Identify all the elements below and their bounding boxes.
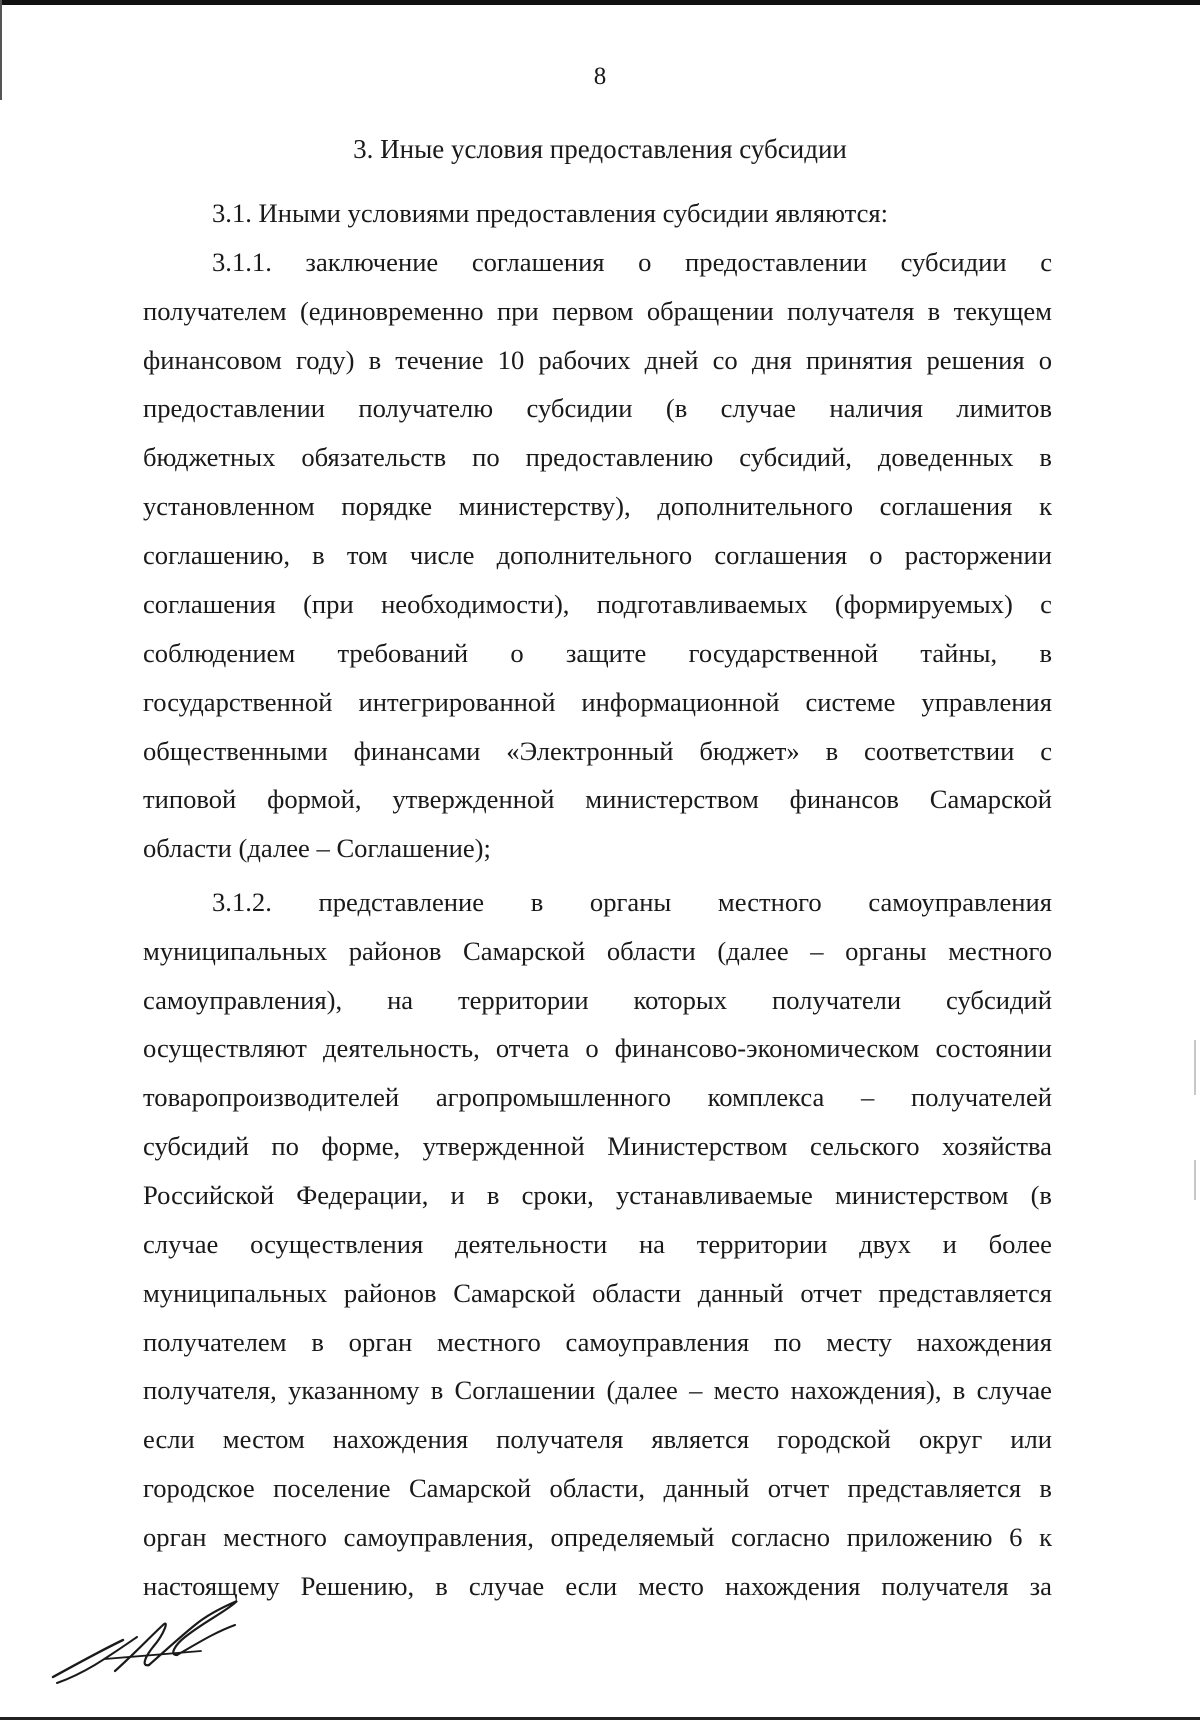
paragraph-line: осуществляют деятельность, отчета о финансово-экономическом состоянии bbox=[143, 1033, 1052, 1063]
paragraph-line: 3.1.2. представление в органы местного самоуправления bbox=[212, 887, 1052, 917]
scan-top-border bbox=[0, 0, 1200, 5]
paragraph-line: государственной интегрированной информационной системе управления bbox=[143, 687, 1052, 717]
handwritten-signature-icon bbox=[45, 1585, 245, 1695]
paragraph-line: самоуправления), на территории которых получатели субсидий bbox=[143, 985, 1052, 1015]
paragraph-line: муниципальных районов Самарской области данный отчет представляется bbox=[143, 1278, 1052, 1308]
paragraph-line: соглашения (при необходимости), подготавливаемых (формируемых) с bbox=[143, 589, 1052, 619]
paragraph-line: общественными финансами «Электронный бюджет» в соответствии с bbox=[143, 736, 1052, 766]
paragraph-line: установленном порядке министерству), дополнительного соглашения к bbox=[143, 491, 1052, 521]
paragraph-line: области (далее – Соглашение); bbox=[143, 833, 491, 863]
paragraph-line: соблюдением требований о защите государственной тайны, в bbox=[143, 638, 1052, 668]
paragraph-line: типовой формой, утвержденной министерством финансов Самарской bbox=[143, 784, 1052, 814]
paragraph-line: Российской Федерации, и в сроки, устанавливаемые министерством (в bbox=[143, 1180, 1052, 1210]
section-heading: 3. Иные условия предоставления субсидии bbox=[353, 134, 847, 164]
paragraph-line: муниципальных районов Самарской области (далее – органы местного bbox=[143, 936, 1052, 966]
paragraph-line: настоящему Решению, в случае если место нахождения получателя за bbox=[143, 1571, 1052, 1601]
paragraph-line: получателем в орган местного самоуправления по месту нахождения bbox=[143, 1327, 1052, 1357]
paragraph-line: 3.1.1. заключение соглашения о предоставлении субсидии с bbox=[212, 247, 1052, 277]
scan-edge-mark bbox=[1194, 1160, 1196, 1200]
paragraph-line: бюджетных обязательств по предоставлению субсидий, доведенных в bbox=[143, 442, 1052, 472]
paragraph-line: получателя, указанному в Соглашении (далее – место нахождения), в случае bbox=[143, 1375, 1052, 1405]
paragraph-line: 3.1. Иными условиями предоставления субсидии являются: bbox=[212, 198, 889, 228]
paragraph-line: орган местного самоуправления, определяемый согласно приложению 6 к bbox=[143, 1522, 1052, 1552]
paragraph-line: случае осуществления деятельности на территории двух и более bbox=[143, 1229, 1052, 1259]
paragraph-line: субсидий по форме, утвержденной Министерством сельского хозяйства bbox=[143, 1131, 1052, 1161]
paragraph-line: товаропроизводителей агропромышленного комплекса – получателей bbox=[143, 1082, 1052, 1112]
paragraph-line: финансовом году) в течение 10 рабочих дней со дня принятия решения о bbox=[143, 345, 1052, 375]
paragraph-line: получателем (единовременно при первом обращении получателя в текущем bbox=[143, 296, 1052, 326]
paragraph-line: если местом нахождения получателя является городской округ или bbox=[143, 1424, 1052, 1454]
scan-edge-mark bbox=[1194, 1040, 1196, 1095]
paragraph-line: городское поселение Самарской области, данный отчет представляется в bbox=[143, 1473, 1052, 1503]
paragraph-line: предоставлении получателю субсидии (в случае наличия лимитов bbox=[143, 393, 1052, 423]
page-number: 8 bbox=[593, 63, 607, 90]
paragraph-line: соглашению, в том числе дополнительного соглашения о расторжении bbox=[143, 540, 1052, 570]
